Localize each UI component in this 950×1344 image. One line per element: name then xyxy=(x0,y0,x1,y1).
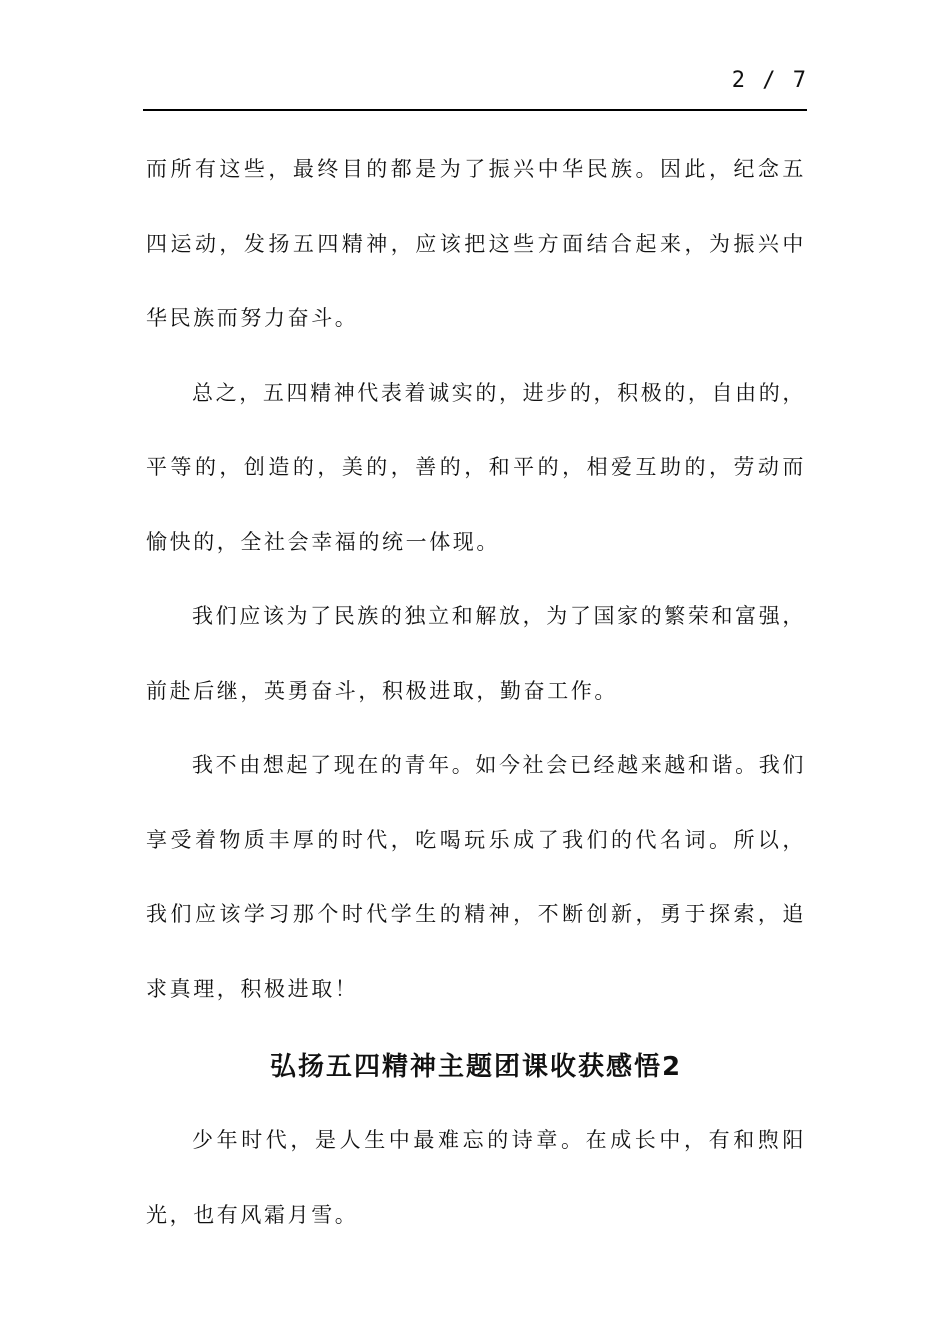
section-title: 弘扬五四精神主题团课收获感悟2 xyxy=(269,1052,683,1082)
document-body xyxy=(146,132,806,1252)
paragraph: 而所有这些，最终目的都是为了振兴中华民族。因此，纪念五四运动，发扬五四精神，应该把这些方面结合起来，为振兴中华民族而努力奋斗。 xyxy=(146,157,806,330)
paragraph: 总之，五四精神代表着诚实的，进步的，积极的，自由的，平等的，创造的，美的，善的，和平的，相爱互助的，劳动而愉快的，全社会幸福的统一体现。 xyxy=(146,380,806,554)
paragraph: 我们应该为了民族的独立和解放，为了国家的繁荣和富强，前赴后继，英勇奋斗，积极进取，勤奋工作。 xyxy=(146,604,806,703)
paragraph: 我不由想起了现在的青年。如今社会已经越来越和谐。我们享受着物质丰厚的时代，吃喝玩乐成了我们的代名词。所以，我们应该学习那个时代学生的精神，不断创新，勇于探索，追求真理，积极进取！ xyxy=(146,753,806,1001)
page-number: 2 / 7 xyxy=(731,68,808,93)
header-rule xyxy=(143,109,807,111)
paragraph: 少年时代，是人生中最难忘的诗章。在成长中，有和煦阳光，也有风霜月雪。 xyxy=(146,1128,806,1227)
